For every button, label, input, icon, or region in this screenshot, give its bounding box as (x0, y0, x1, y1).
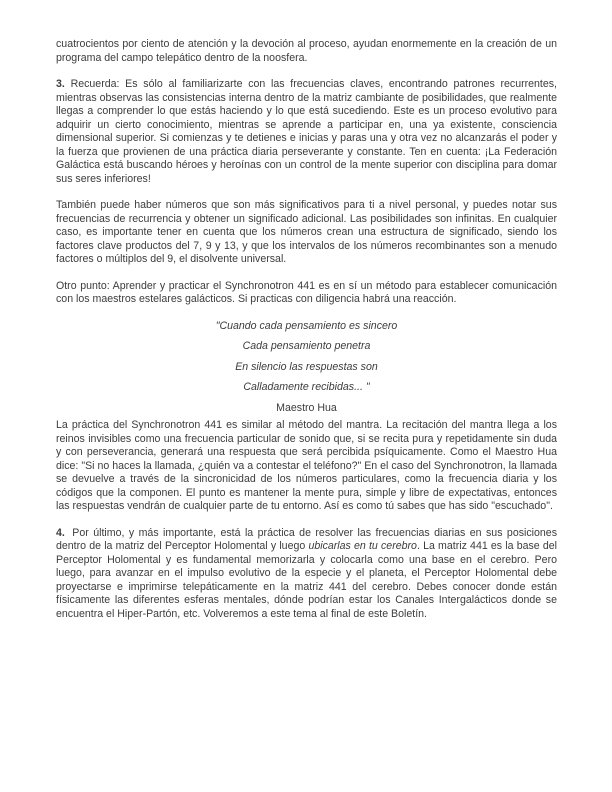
quote-line-4: Calladamente recibidas... " (243, 381, 370, 393)
point-4-italic-phrase: ubicarlas en tu cerebro (308, 540, 417, 552)
point-3-text: Recuerda: Es sólo al familiarizarte con las frecuencias claves, encontrando patrones recurrentes, mientras observas las consistencias interna dentro de la matriz cambiante de posibilidades, que realmente llegas a comprender lo que estás haciendo y lo que está sucediendo. Este es un proceso evolutivo para adquirir un cierto conocimiento, mientras se aprende a participar en, una ya existente, consciencia dimensional superior. Si comienzas y te detienes e inicias y paras una y otra vez no alcanzarás el poder y la fuerza que provienen de una práctica diaria perseverante y constante. Ten en cuenta: ¡La Federación Galáctica está buscando héroes y heroínas con un control de la mente superior con disciplina para domar sus seres inferiores! (56, 78, 557, 185)
point-4-text-after-italic: . La matriz 441 es la base del Perceptor Holomental y es fundamental memorizarla y colocarla como una base en el cerebro. Pero luego, para avanzar en el impulso evolutivo de la especie y el planeta, el Perceptor Holomental debe proyectarse e imprimirse telepáticamente en la matriz 441 del cerebro. Debes conocer donde están físicamente las diferentes esferas mentales, dónde podrían estar los Canales Intergalácticos donde se encuentra el Hiper-Partón, etc. Volveremos a este tema al final de este Boletín. (56, 540, 558, 620)
paragraph-mantra-method: La práctica del Synchronotron 441 es similar al método del mantra. La recitación del mantra llega a los reinos invisibles como una frecuencia particular de sonido que, si se recita pura y repetidamente sin duda y con perseverancia, generará una respuesta que será percibida psíquicamente. Como el Maestro Hua dice: "Si no haces la llamada, ¿quién va a contestar el teléfono?" En el caso del Synchronotron, la llamada se devuelve a través de la sincronicidad de los números particulares, como la frecuencia diaria y los códigos que la componen. El punto es mantener la mente pura, simple y libre de expectativas, entonces las respuestas vendrán de cualquier parte de tu entorno. Así es como tú sabes que has sido "escuchado". (56, 419, 557, 512)
point-4-number: 4. (56, 526, 65, 539)
paragraph-personal-numbers: También puede haber números que son más significativos para ti a nivel personal, y puedes notar sus frecuencias de recurrencia y obtener un significado adicional. Las posibilidades son infinitas. En cualquier caso, es importante tener en cuenta que los números crean una estructura de significado, siendo los factores clave productos del 7, 9 y 13, y que los intervalos de los números recombinantes son a menudo factores o múltiplos del 9, el disolvente universal. (56, 199, 557, 265)
paragraph-otro-punto: Otro punto: Aprender y practicar el Synchronotron 441 es en sí un método para establecer comunicación con los maestros estelares galácticos. Si practicas con diligencia habrá una reacción. (56, 279, 557, 305)
quote-line-1: "Cuando cada pensamiento es sincero (215, 319, 398, 332)
paragraph-point-4 (56, 527, 557, 622)
quote-line-2: Cada pensamiento penetra (242, 340, 371, 352)
paragraph-point-3 (56, 78, 557, 186)
point-3-number: 3. (56, 78, 65, 90)
paragraph-intro-continuation: cuatrocientos por ciento de atención y la devoción al proceso, ayudan enormemente en la creación de un programa del campo telepático dentro de la noosfera. (56, 38, 557, 64)
quote-attribution: Maestro Hua (276, 401, 337, 414)
point-4-text-before-italic: Por último, y más importante, está la práctica de resolver las frecuencias diarias en sus posiciones dentro de la matriz del Perceptor Holomental y luego (56, 526, 557, 552)
quote-line-3: En silencio las respuestas son (235, 360, 378, 373)
quote-block (56, 320, 557, 416)
